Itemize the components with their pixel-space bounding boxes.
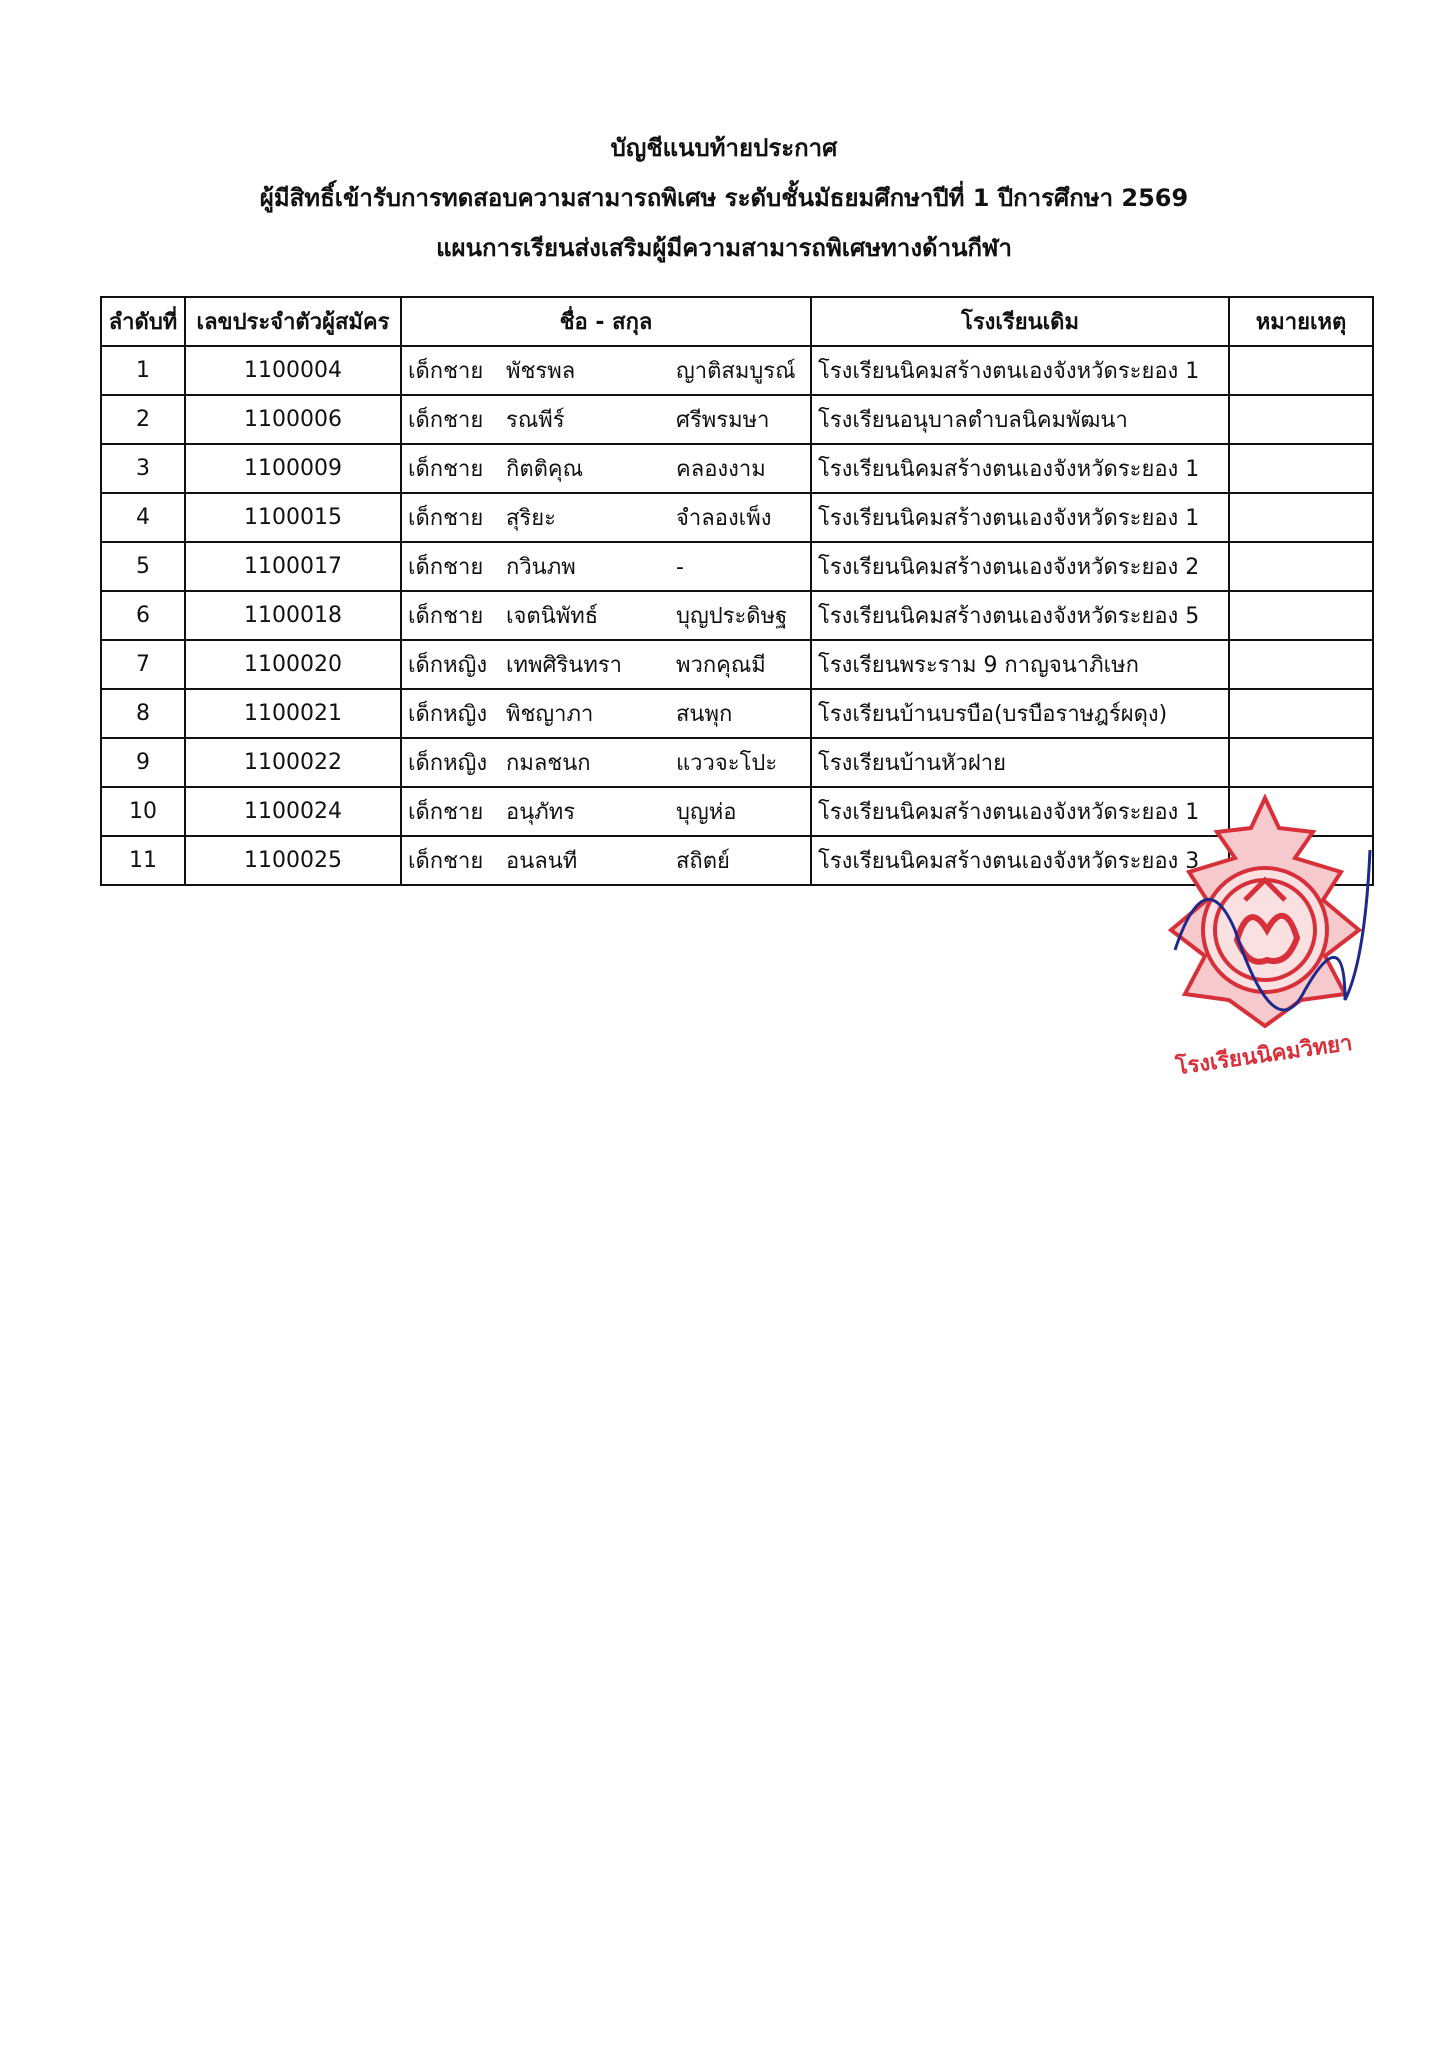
cell-no: 6 bbox=[101, 591, 185, 640]
name-surname: คลองงาม bbox=[676, 457, 766, 482]
name-surname: จำลองเพ็ง bbox=[676, 506, 772, 531]
name-surname: สถิตย์ bbox=[676, 849, 730, 874]
cell-no: 9 bbox=[101, 738, 185, 787]
cell-applicant-id: 1100017 bbox=[185, 542, 401, 591]
cell-no: 5 bbox=[101, 542, 185, 591]
cell-name bbox=[401, 836, 811, 885]
name-prefix: เด็กชาย bbox=[408, 408, 484, 433]
name-prefix: เด็กชาย bbox=[408, 457, 484, 482]
table-row bbox=[101, 395, 1373, 444]
cell-applicant-id: 1100022 bbox=[185, 738, 401, 787]
table-header-row bbox=[101, 297, 1373, 346]
seal-school-name: โรงเรียนนิคมวิทยา bbox=[1174, 1030, 1354, 1080]
name-surname: บุญห่อ bbox=[676, 800, 737, 825]
name-surname: ศรีพรมษา bbox=[676, 408, 770, 433]
cell-applicant-id: 1100018 bbox=[185, 591, 401, 640]
school-seal bbox=[1145, 780, 1385, 1080]
name-given: อนลนที bbox=[506, 849, 578, 874]
cell-no: 11 bbox=[101, 836, 185, 885]
cell-name bbox=[401, 346, 811, 395]
name-prefix: เด็กชาย bbox=[408, 849, 484, 874]
name-surname: แววจะโปะ bbox=[676, 751, 778, 776]
name-prefix: เด็กหญิง bbox=[408, 751, 488, 776]
cell-school: โรงเรียนอนุบาลตำบลนิคมพัฒนา bbox=[811, 395, 1229, 444]
cell-school: โรงเรียนพระราม 9 กาญจนาภิเษก bbox=[811, 640, 1229, 689]
cell-name bbox=[401, 689, 811, 738]
col-header-name: ชื่อ - สกุล bbox=[401, 297, 811, 346]
name-given: พัชรพล bbox=[506, 359, 576, 384]
cell-note bbox=[1229, 542, 1373, 591]
cell-school: โรงเรียนนิคมสร้างตนเองจังหวัดระยอง 1 bbox=[811, 493, 1229, 542]
cell-no: 2 bbox=[101, 395, 185, 444]
col-header-school: โรงเรียนเดิม bbox=[811, 297, 1229, 346]
cell-school: โรงเรียนบ้านบรบือ(บรบือราษฎร์ผดุง) bbox=[811, 689, 1229, 738]
cell-applicant-id: 1100021 bbox=[185, 689, 401, 738]
cell-name bbox=[401, 738, 811, 787]
cell-school: โรงเรียนนิคมสร้างตนเองจังหวัดระยอง 1 bbox=[811, 787, 1229, 836]
cell-no: 3 bbox=[101, 444, 185, 493]
cell-note bbox=[1229, 640, 1373, 689]
name-given: พิชญาภา bbox=[506, 702, 594, 727]
name-surname: สนพุก bbox=[676, 702, 733, 727]
cell-name bbox=[401, 640, 811, 689]
table-row bbox=[101, 591, 1373, 640]
cell-school: โรงเรียนนิคมสร้างตนเองจังหวัดระยอง 1 bbox=[811, 444, 1229, 493]
cell-no: 8 bbox=[101, 689, 185, 738]
table-row bbox=[101, 640, 1373, 689]
announcement-subtitle: ผู้มีสิทธิ์เข้ารับการทดสอบความสามารถพิเศษ ระดับชั้นมัธยมศึกษาปีที่ 1 ปีการศึกษา 2569 bbox=[259, 184, 1189, 212]
name-surname: ญาติสมบูรณ์ bbox=[676, 359, 796, 384]
name-prefix: เด็กชาย bbox=[408, 359, 484, 384]
cell-no: 1 bbox=[101, 346, 185, 395]
cell-note bbox=[1229, 346, 1373, 395]
name-given: เจตนิพัทธ์ bbox=[506, 604, 599, 629]
name-given: เทพศิรินทรา bbox=[506, 653, 623, 678]
name-given: กิตติคุณ bbox=[506, 457, 584, 482]
cell-name bbox=[401, 591, 811, 640]
cell-school: โรงเรียนนิคมสร้างตนเองจังหวัดระยอง 5 bbox=[811, 591, 1229, 640]
cell-no: 4 bbox=[101, 493, 185, 542]
cell-applicant-id: 1100009 bbox=[185, 444, 401, 493]
col-header-note: หมายเหตุ bbox=[1229, 297, 1373, 346]
cell-applicant-id: 1100015 bbox=[185, 493, 401, 542]
name-prefix: เด็กชาย bbox=[408, 555, 484, 580]
cell-school: โรงเรียนนิคมสร้างตนเองจังหวัดระยอง 2 bbox=[811, 542, 1229, 591]
table-row bbox=[101, 444, 1373, 493]
cell-applicant-id: 1100025 bbox=[185, 836, 401, 885]
program-title: แผนการเรียนส่งเสริมผู้มีความสามารถพิเศษทางด้านกีฬา bbox=[436, 234, 1012, 262]
cell-note bbox=[1229, 493, 1373, 542]
cell-applicant-id: 1100004 bbox=[185, 346, 401, 395]
name-prefix: เด็กชาย bbox=[408, 506, 484, 531]
cell-applicant-id: 1100024 bbox=[185, 787, 401, 836]
name-given: รณพีร์ bbox=[506, 408, 565, 433]
cell-note bbox=[1229, 689, 1373, 738]
cell-school: โรงเรียนนิคมสร้างตนเองจังหวัดระยอง 1 bbox=[811, 346, 1229, 395]
name-surname: - bbox=[676, 555, 684, 580]
name-prefix: เด็กหญิง bbox=[408, 653, 488, 678]
col-header-applicant-id: เลขประจำตัวผู้สมัคร bbox=[185, 297, 401, 346]
name-prefix: เด็กหญิง bbox=[408, 702, 488, 727]
cell-name bbox=[401, 493, 811, 542]
name-surname: บุญประดิษฐ bbox=[676, 604, 788, 629]
table-row bbox=[101, 493, 1373, 542]
name-prefix: เด็กชาย bbox=[408, 800, 484, 825]
name-surname: พวกคุณมี bbox=[676, 653, 766, 678]
col-header-no: ลำดับที่ bbox=[101, 297, 185, 346]
cell-name bbox=[401, 787, 811, 836]
cell-school: โรงเรียนนิคมสร้างตนเองจังหวัดระยอง 3 bbox=[811, 836, 1229, 885]
announcement-title: บัญชีแนบท้ายประกาศ bbox=[610, 134, 838, 162]
cell-note bbox=[1229, 444, 1373, 493]
name-given: สุริยะ bbox=[506, 506, 556, 531]
name-given: กมลชนก bbox=[506, 751, 591, 776]
name-prefix: เด็กชาย bbox=[408, 604, 484, 629]
cell-applicant-id: 1100006 bbox=[185, 395, 401, 444]
seal-emblem bbox=[1171, 798, 1359, 1026]
name-given: กวินภพ bbox=[506, 555, 576, 580]
cell-name bbox=[401, 444, 811, 493]
table-row bbox=[101, 542, 1373, 591]
cell-applicant-id: 1100020 bbox=[185, 640, 401, 689]
cell-school: โรงเรียนบ้านหัวฝาย bbox=[811, 738, 1229, 787]
cell-name bbox=[401, 395, 811, 444]
cell-no: 10 bbox=[101, 787, 185, 836]
cell-no: 7 bbox=[101, 640, 185, 689]
name-given: อนุภัทร bbox=[506, 800, 576, 825]
cell-note bbox=[1229, 395, 1373, 444]
cell-note bbox=[1229, 591, 1373, 640]
table-row bbox=[101, 689, 1373, 738]
cell-name bbox=[401, 542, 811, 591]
table-row bbox=[101, 346, 1373, 395]
